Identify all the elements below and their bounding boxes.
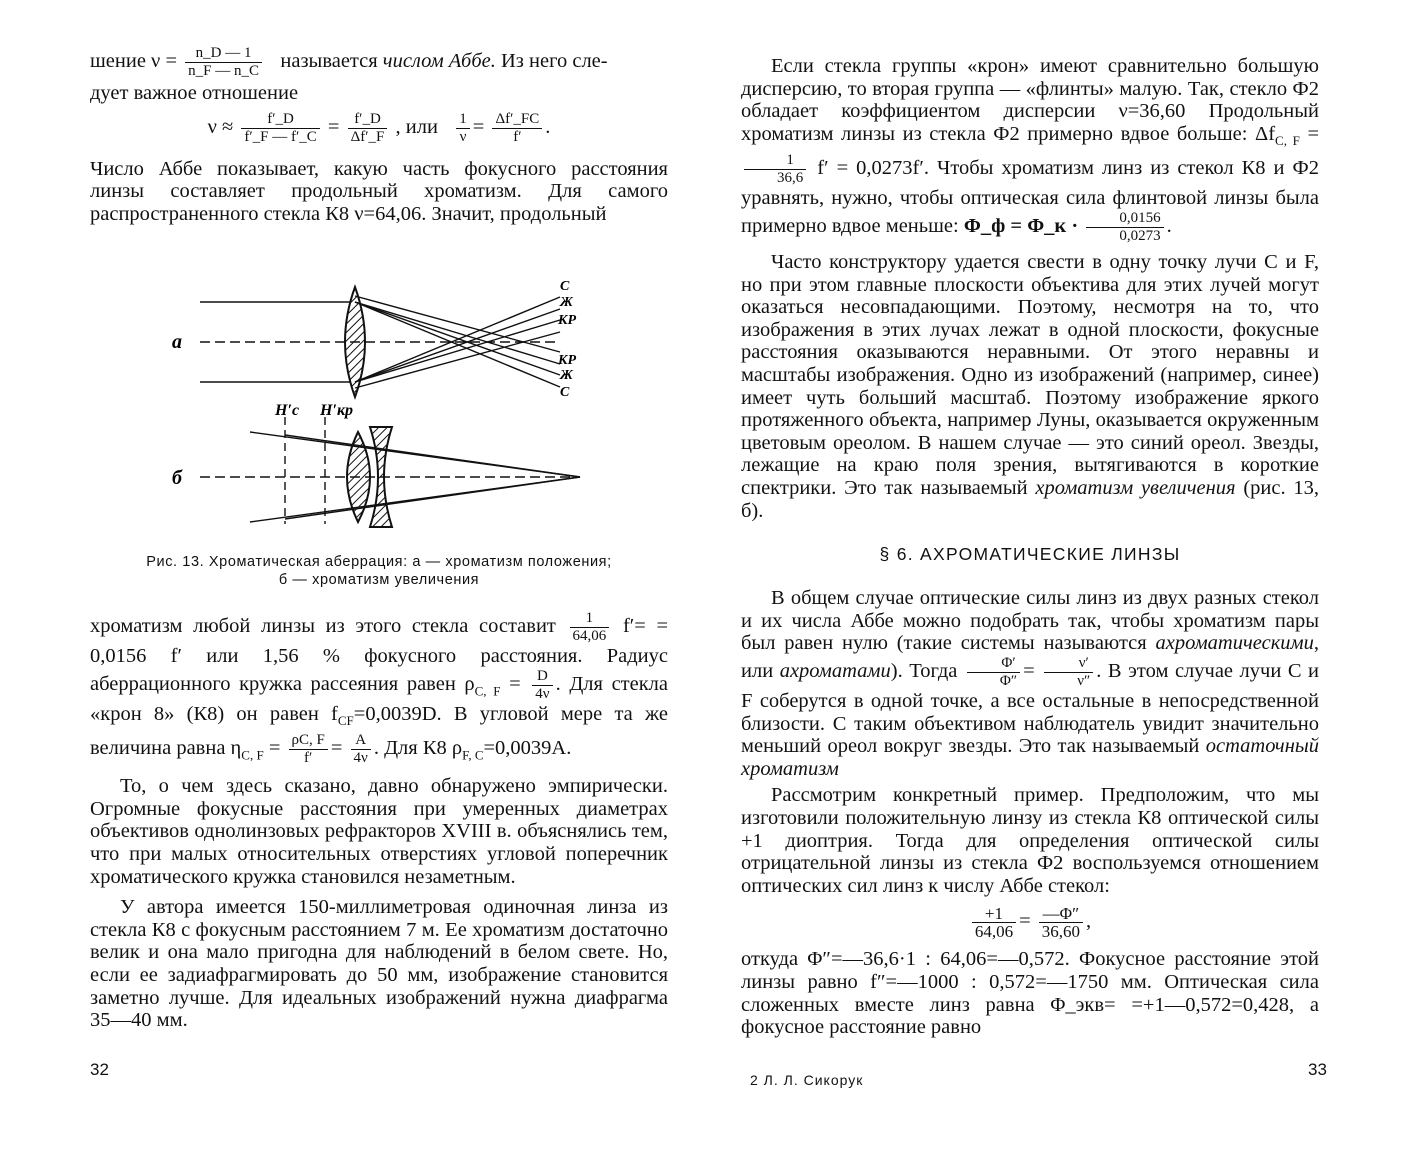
page-number-right: 33 (1308, 1060, 1327, 1079)
para-example: Рассмотрим конкретный пример. Предположим, что мы изготовили положительную линзу из стекла К8 оптической силы +1 диоптрия. Тогда для определения оптической силы отрицательной линзы из стекла Ф2 воспользуемся отношением оптических сил линз к числу Аббе стекол: (741, 784, 1319, 897)
label-ray-kr-top: КР (558, 313, 577, 328)
footer-signature: 2 Л. Л. Сикорук (750, 1072, 864, 1088)
left-bottom-text (90, 610, 668, 1032)
figure-caption: Рис. 13. Хроматическая аберрация: а — хроматизм положения; б — хроматизм увеличения (146, 554, 612, 588)
label-ray-kr-bottom: КР (558, 353, 577, 368)
label-ray-zh-top: Ж (560, 295, 573, 310)
label-ray-zh-bottom: Ж (560, 368, 573, 383)
label-b: б (172, 467, 182, 489)
para-empirical: То, о чем здесь сказано, давно обнаружено эмпирически. Огромные фокусные расстояния при умеренных диаметрах объективов однолинзовых рефракторов XVIII в. объяснялись тем, что при малых относительных отверстиях угловой поперечник хроматического кружка становился незаметным. (90, 775, 668, 888)
section-heading: § 6. АХРОМАТИЧЕСКИЕ ЛИНЗЫ (879, 544, 1181, 565)
abbe-line-tail: Из него сле- (500, 50, 608, 73)
left-top-text (90, 45, 668, 225)
para-chromatism-value: хроматизм любой линзы из этого стекла составит $\frac{1}{64,06}$ f′= = 0,0156 f′ или 1,56 % фокусного расстояния. Радиус аберрационного кружка рассеяния равен $\rho_{C, F}$ = $\frac{D}{4\nu}$ . Для стекла «крон 8» (К8) он равен $f_{CF}=0,0039D$. В угловой мере та же величина равна $\eta_{C, F}$ = $\frac{\rho C, F}{f'}$ = $\frac{A}{4\nu}$ . Для К8 $\rho_{F, C}=0,0039A$. (90, 610, 669, 767)
figure-part-a (200, 287, 560, 397)
label-ray-c-bottom: С (560, 385, 570, 400)
para-result: откуда Φ″=—36,6·1 : 64,06=—0,572. Фокусное расстояние этой линзы равно f″=—1000 : 0,572=—1750 мм. Оптическая сила сложенных вместе линз равна Φ_экв= =+1—0,572=0,428, а фокусное расстояние равно (741, 948, 1319, 1039)
para-magnification-chromatism: Часто конструктору удается свести в одну точку лучи С и F, но при этом главные плоскости объектива для этих лучей могут оказаться несовпадающими. Поэтому, несмотря на то, что изображения в этих лучах лежат в одной плоскости, фокусные расстояния оказываются неравными. От этого неравны и масштабы изображения. Одно из изображений (например, синее) имеет чуть больший масштаб. Поэтому изображение яркого протяженного объекта, например Луны, оказывается окруженным цветовым ореолом. В нашем случае — это синий ореол. Звезды, лежащие на краю поля зрения, вытягиваются в короткие спектрики. Это так называемый хроматизм увеличения (рис. 13, б). (741, 251, 1319, 522)
power-ratio-equation: $\frac{+1}{64,06}$ = $\frac{—\Phi''}{36,60}$ , (741, 905, 1319, 940)
para-author-lens: У автора имеется 150-миллиметровая одиночная линза из стекла К8 с фокусным расстоянием 7 м. Ее хроматизм достаточно велик и она мало пригодна для наблюдений в белом свете. Но, если ее задиафрагмировать до 50 мм, изображение становится заметно лучше. Для идеальных изображений нужна диафрагма 35—40 мм. (90, 896, 668, 1032)
label-hkr: H′кр (320, 402, 354, 419)
page-number-left: 32 (90, 1060, 109, 1079)
left-page (0, 0, 713, 1151)
abbe-term: числом Аббе. (382, 50, 496, 73)
label-ray-c-top: С (560, 279, 570, 294)
right-page (713, 0, 1427, 1151)
relation-equation: ν ≈ $\frac{f'\_D}{f'\_F — f'\_C}$ = $\frac{f'\_D}{\Delta f'\_F}$ , или $\frac{1}{\nu}$ = $\frac{\Delta f'\_FC}{f'}$ . (207, 110, 551, 145)
label-hc: H′c (275, 402, 300, 419)
figure-part-b (200, 417, 580, 527)
line-2: дует важное отношение (90, 82, 299, 104)
para-abbe-meaning: Число Аббе показывает, какую часть фокусного расстояния линзы составляет продольный хроматизм. Для самого распространенного стекла К8 ν=64,06. Значит, продольный (90, 157, 668, 225)
label-a: а (172, 331, 182, 353)
para-achromats: В общем случае оптические силы линз из двух разных стекол и их числа Аббе можно подобрать так, чтобы хроматизм пары был равен нулю (такие системы называются ахроматическими, или ахроматами). Тогда $\frac{\Phi'}{\Phi''}$ = $\frac{\nu'}{\nu''}$ . В этом случае лучи С и F соберутся в одной точке, а все остальные в непосредственной близости. С таким объективом наблюдатель увидит значительно меньший ореол вокруг звезды. Это так называемый остаточный хроматизм (741, 587, 1320, 780)
abbe-fraction: $\frac{n\_D — 1}{n\_F — n\_C}$ (185, 45, 262, 80)
abbe-line-start: шение ν = (90, 50, 178, 73)
figure-chromatic-aberration (160, 272, 600, 528)
abbe-line-mid: называется (280, 50, 378, 73)
para-kron-flint: Если стекла группы «крон» имеют сравнительно большую дисперсию, то вторая группа — «флинты» малую. Так, стекло Ф2 обладает коэффициентом дисперсии ν=36,60 Продольный хроматизм линзы из стекла Ф2 примерно вдвое больше: $\Delta f_{C, F}$ = $\frac{1}{36,6}$ f′ = 0,0273f′. Чтобы хроматизм линз из стекол К8 и Ф2 уравнять, нужно, чтобы оптическая сила флинтовой линзы была примерно вдвое меньше: Φ_ф = Φ_к · $\frac{0,0156}{0,0273}$ . (741, 55, 1319, 245)
right-text (741, 55, 1319, 1039)
